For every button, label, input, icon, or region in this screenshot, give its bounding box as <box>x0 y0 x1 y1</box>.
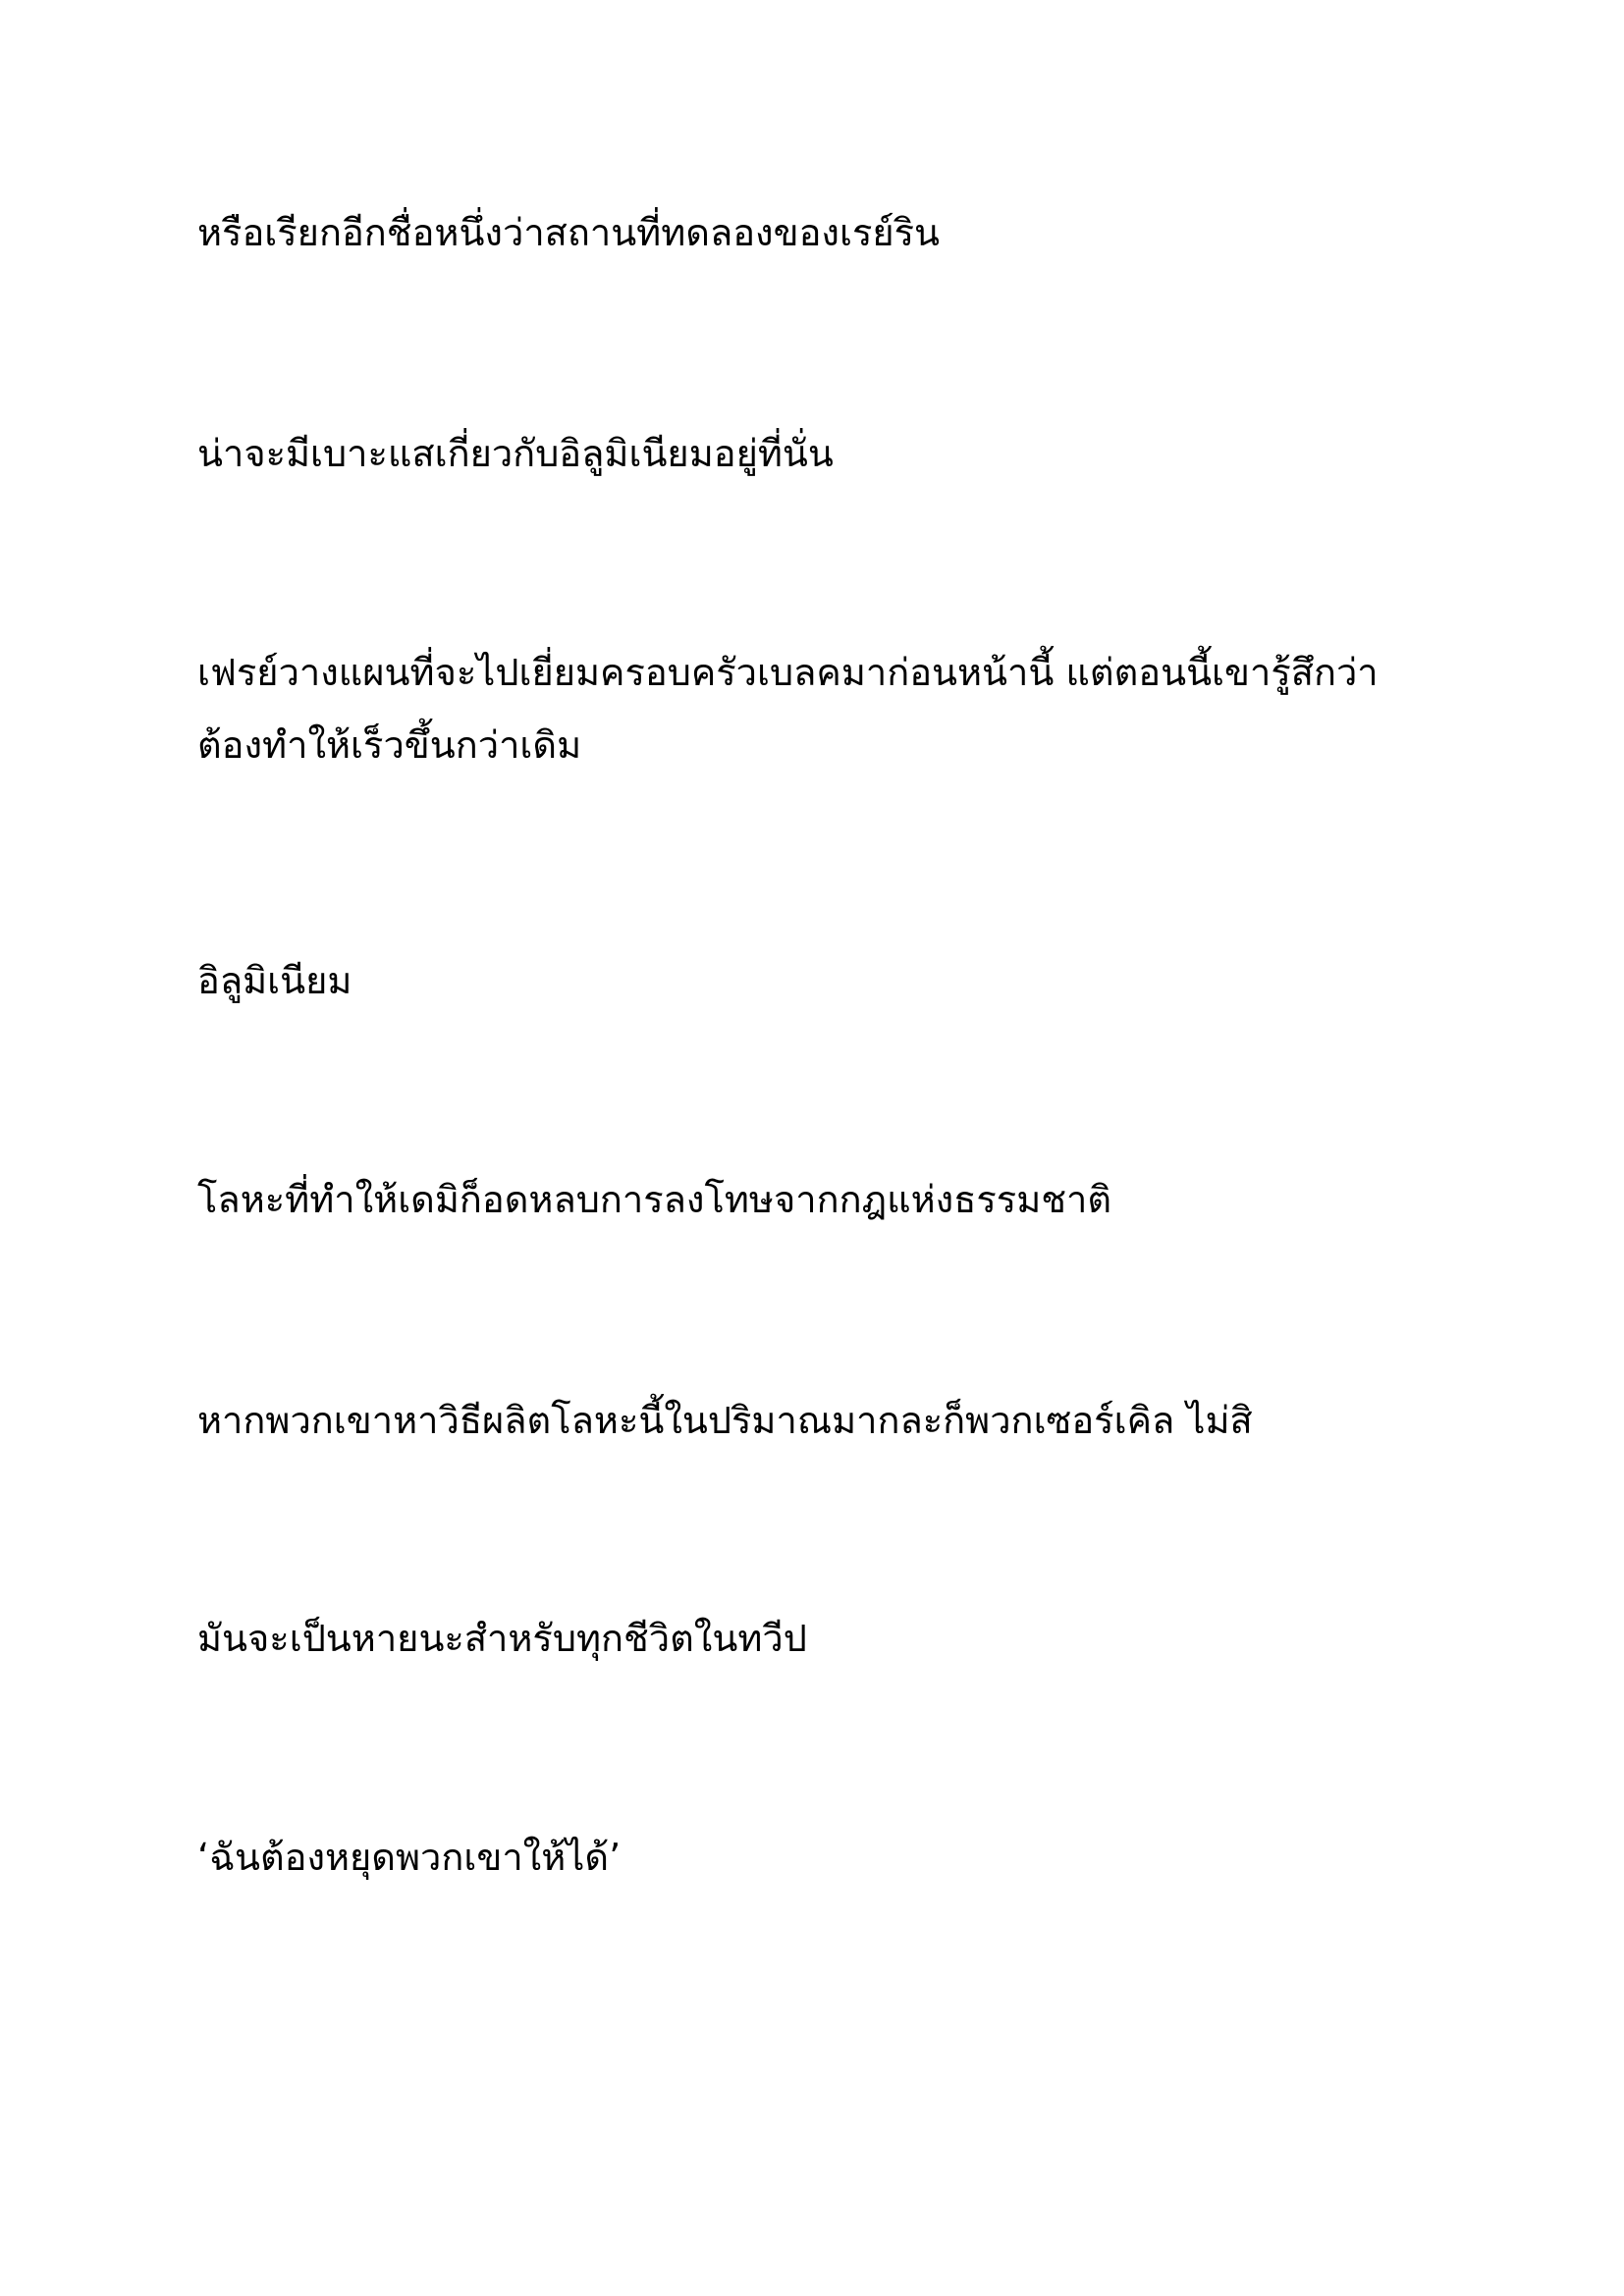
paragraph-2: น่าจะมีเบาะแสเกี่ยวกับอิลูมิเนียมอยู่ที่นั่น <box>197 432 834 475</box>
paragraph-3: เฟรย์วางแผนที่จะไปเยี่ยมครอบครัวเบลคมาก่อนหน้านี้ แต่ตอนนี้เขารู้สึกว่าต้องทำให้เร็วขึ้นกว่าเดิม <box>197 651 1379 767</box>
paragraph-4: อิลูมิเนียม <box>197 959 352 1002</box>
paragraph-6: หากพวกเขาหาวิธีผลิตโลหะนี้ในปริมาณมากละก็พวกเซอร์เคิล ไม่สิ <box>197 1399 1253 1442</box>
paragraph-5: โลหะที่ทำให้เดมิก็อดหลบการลงโทษจากกฎแห่งธรรมชาติ <box>197 1178 1112 1221</box>
paragraph-1: หรือเรียกอีกชื่อหนึ่งว่าสถานที่ทดลองของเรย์ริน <box>197 211 941 254</box>
paragraph-8: ‘ฉันต้องหยุดพวกเขาให้ได้’ <box>197 1836 622 1879</box>
paragraph-7: มันจะเป็นหายนะสำหรับทุกชีวิตในทวีป <box>197 1617 807 1660</box>
